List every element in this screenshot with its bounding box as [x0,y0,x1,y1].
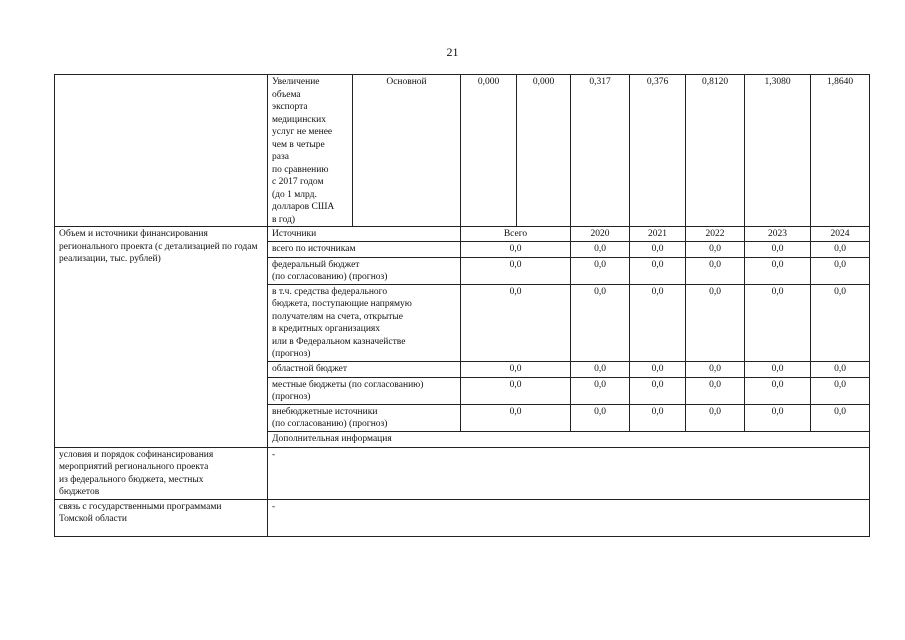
indicator-value: 0,376 [630,75,686,227]
financing-value: 0,0 [686,284,745,361]
financing-value: 0,0 [630,377,686,404]
additional-row [55,447,870,499]
financing-value: 0,0 [811,257,870,284]
financing-total: 0,0 [461,404,571,431]
indicator-value: 0,000 [461,75,517,227]
financing-value: 0,0 [571,404,630,431]
indicator-value: 0,000 [517,75,571,227]
additional-label: условия и порядок софинансирования мероприятий регионального проекта из федерального бюджета, местных бюджетов [55,447,268,499]
financing-value: 0,0 [571,361,630,377]
financing-total-header: Всего [461,227,571,242]
indicator-name: Увеличение объема экспорта медицинских услуг не менее чем в четыре раза по сравнению с 2017 годом (до 1 млрд. долларов США в год) [268,75,353,227]
financing-total: 0,0 [461,361,571,377]
financing-value: 0,0 [686,361,745,377]
additional-value: - [268,499,870,536]
financing-year-header: 2020 [571,227,630,242]
indicator-value: 1,3080 [745,75,811,227]
financing-value: 0,0 [811,377,870,404]
financing-value: 0,0 [745,241,811,257]
financing-total: 0,0 [461,377,571,404]
financing-total: 0,0 [461,284,571,361]
financing-value: 0,0 [686,257,745,284]
financing-value: 0,0 [686,241,745,257]
financing-value: 0,0 [811,284,870,361]
financing-value: 0,0 [745,361,811,377]
financing-value: 0,0 [630,284,686,361]
financing-value: 0,0 [745,257,811,284]
indicator-type: Основной [353,75,461,227]
financing-value: 0,0 [745,404,811,431]
financing-label: Объем и источники финансирования регионального проекта (с детализацией по годам реализации, тыс. рублей) [55,227,268,448]
additional-label: связь с государственными программами Томской области [55,499,268,536]
financing-year-header: 2021 [630,227,686,242]
financing-year-header: 2022 [686,227,745,242]
financing-source-name: областной бюджет [268,361,461,377]
indicator-value: 0,8120 [686,75,745,227]
additional-row [55,499,870,536]
financing-value: 0,0 [745,284,811,361]
financing-value: 0,0 [571,257,630,284]
financing-value: 0,0 [686,377,745,404]
financing-value: 0,0 [630,404,686,431]
financing-value: 0,0 [571,241,630,257]
financing-source-name: всего по источникам [268,241,461,257]
financing-header-row [55,227,870,242]
financing-value: 0,0 [630,241,686,257]
indicator-value: 0,317 [571,75,630,227]
indicator-value: 1,8640 [811,75,870,227]
financing-source-name: в т.ч. средства федерального бюджета, поступающие напрямую получателям на счета, открытые в кредитных организациях или в Федеральном казначействе (прогноз) [268,284,461,361]
financing-total: 0,0 [461,241,571,257]
additional-value: - [268,447,870,499]
additional-info-header: Дополнительная информация [268,431,870,447]
financing-value: 0,0 [571,284,630,361]
project-table [54,74,870,537]
financing-value: 0,0 [571,377,630,404]
financing-sources-header: Источники [268,227,461,242]
financing-value: 0,0 [686,404,745,431]
financing-value: 0,0 [630,361,686,377]
indicator-empty-cell [55,75,268,227]
financing-value: 0,0 [811,241,870,257]
financing-source-name: федеральный бюджет (по согласованию) (прогноз) [268,257,461,284]
financing-year-header: 2023 [745,227,811,242]
financing-source-name: местные бюджеты (по согласованию) (прогноз) [268,377,461,404]
financing-value: 0,0 [811,404,870,431]
financing-source-name: внебюджетные источники (по согласованию) (прогноз) [268,404,461,431]
financing-total: 0,0 [461,257,571,284]
financing-value: 0,0 [811,361,870,377]
indicator-row [55,75,870,227]
page-number: 21 [446,45,459,59]
financing-year-header: 2024 [811,227,870,242]
financing-value: 0,0 [630,257,686,284]
financing-value: 0,0 [745,377,811,404]
